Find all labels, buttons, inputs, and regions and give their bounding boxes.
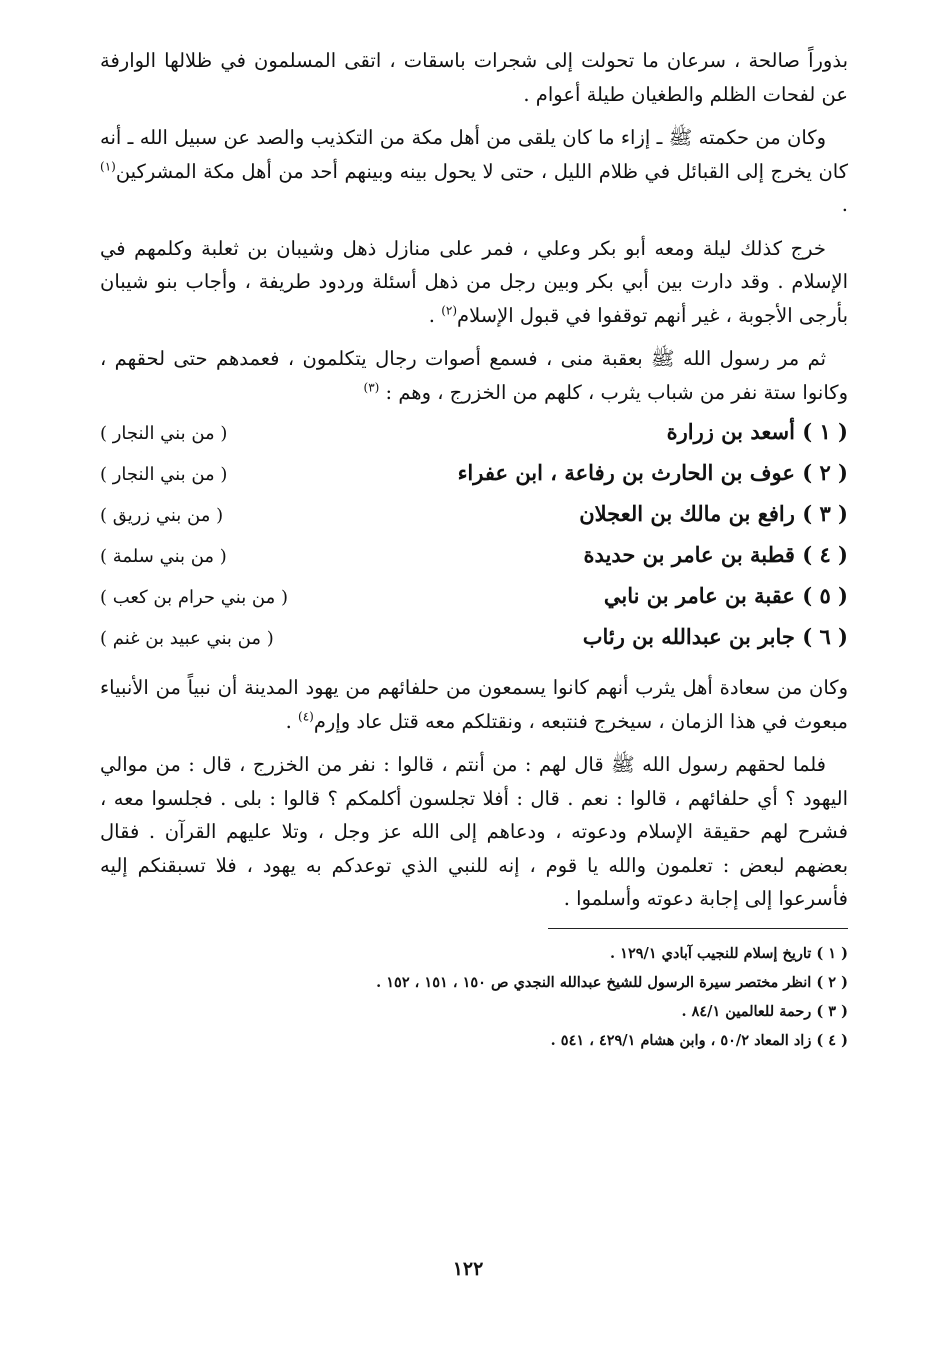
- paragraph-2-end: .: [841, 193, 848, 216]
- companion-tribe: ( من بني زريق ): [100, 505, 224, 526]
- list-item: [100, 583, 848, 624]
- companion-tribe: ( من بني عبيد بن غنم ): [100, 628, 274, 649]
- companion-tribe: ( من بني سلمة ): [100, 546, 227, 567]
- paragraph-5-end: .: [285, 709, 299, 733]
- footnote-3: ( ٣ ) رحمة للعالمين ٨٤/١ .: [681, 1002, 848, 1020]
- footnote-ref-3: (٣): [363, 380, 380, 394]
- footnote-4: ( ٤ ) زاد المعاد ٥٠/٢ ، وابن هشام ٤٢٩/١ ، ٥٤١ .: [550, 1031, 848, 1049]
- footnote-2: ( ٢ ) انظر مختصر سيرة الرسول للشيخ عبدالله النجدي ص ١٥٠ ، ١٥١ ، ١٥٢ .: [376, 973, 848, 991]
- paragraph-1: [100, 44, 848, 111]
- companion-name: ( ٣ ) رافع بن مالك بن العجلان: [579, 501, 848, 526]
- page-number: ١٢٢: [452, 1258, 484, 1280]
- footnote-1: ( ١ ) تاريخ إسلام للنجيب آبادي ١٢٩/١ .: [610, 944, 848, 962]
- list-item: [100, 460, 848, 501]
- companion-tribe: ( من بني حرام بن كعب ): [100, 587, 289, 608]
- footnote-ref-1: (١): [100, 159, 116, 173]
- list-item: [100, 501, 848, 542]
- book-page: [100, 44, 848, 1055]
- paragraph-1-text: بذوراً صالحة ، سرعان ما تحولت إلى شجرات باسقات ، اتقى المسلمون في ظلالها الوارفة عن لفحات الظلم والطغيان طيلة أعوام .: [100, 49, 848, 106]
- footnotes: [100, 939, 848, 1055]
- companions-list: [100, 419, 848, 665]
- footnote-divider: [548, 928, 848, 929]
- paragraph-5-text: وكان من سعادة أهل يثرب أنهم كانوا يسمعون من حلفائهم من يهود المدينة أن نبياً من الأنبياء مبعوث في هذا الزمان ، سيخرج فنتبعه ، ونقتلكم معه قتل عاد وإرم: [100, 676, 848, 733]
- companion-name: ( ٤ ) قطبة بن عامر بن حديدة: [583, 542, 848, 567]
- paragraph-6: [100, 748, 848, 916]
- paragraph-6-text: فلما لحقهم رسول الله ﷺ قال لهم : من أنتم ، قالوا : نفر من الخزرج ، قال : من موالي اليهود ؟ أي حلفائهم ، قالوا : نعم . قال : أفلا تجلسون أكلمكم ؟ قالوا : بلى . فجلسوا معه ، فشرح لهم حقيقة الإسلام ودعوته ، ودعاهم إلى الله عز وجل ، وتلا عليهم القرآن . فقال بعضهم لبعض : تعلمون والله يا قوم ، إنه للنبي الذي توعدكم به يهود ، فلا تسبقنكم إليه فأسرعوا إلى إجابة دعوته وأسلموا .: [100, 753, 848, 910]
- list-item: [100, 624, 848, 665]
- companion-name: ( ٦ ) جابر بن عبدالله بن رئاب: [582, 624, 848, 649]
- companion-tribe: ( من بني النجار ): [100, 423, 228, 444]
- companion-name: ( ٥ ) عقبة بن عامر بن نابي: [603, 583, 848, 608]
- paragraph-5: [100, 671, 848, 738]
- list-item: [100, 419, 848, 460]
- paragraph-2: [100, 121, 848, 222]
- paragraph-3: [100, 232, 848, 333]
- paragraph-2-text: وكان من حكمته ﷺ ـ إزاء ما كان يلقى من أهل مكة من التكذيب والصد عن سبيل الله ـ أنه كان يخرج إلى القبائل في ظلام الليل ، حتى لا يحول بينه وبينهم أحد من أهل مكة المشركين: [100, 126, 848, 183]
- companion-name: ( ١ ) أسعد بن زرارة: [666, 419, 848, 444]
- footnote-ref-2: (٢): [441, 303, 458, 317]
- companion-name: ( ٢ ) عوف بن الحارث بن رفاعة ، ابن عفراء: [457, 460, 848, 485]
- paragraph-4: [100, 342, 848, 409]
- companion-tribe: ( من بني النجار ): [100, 464, 228, 485]
- paragraph-3-text: خرج كذلك ليلة ومعه أبو بكر وعلي ، فمر على منازل ذهل وشيبان بن ثعلبة وكلمهم في الإسلام . وقد دارت بين أبي بكر وبين رجل من ذهل أسئلة وردود طريفة ، وأجاب بنو شيبان بأرجى الأجوبة ، غير أنهم توقفوا في قبول الإسلام: [100, 236, 848, 327]
- footnote-ref-4: (٤): [298, 709, 314, 723]
- paragraph-3-end: .: [428, 303, 442, 327]
- list-item: [100, 542, 848, 583]
- paragraph-4-text: ثم مر رسول الله ﷺ بعقبة منى ، فسمع أصوات رجال يتكلمون ، فعمدهم حتى لحقهم ، وكانوا ستة نفر من شباب يثرب ، كلهم من الخزرج ، وهم :: [100, 347, 848, 404]
